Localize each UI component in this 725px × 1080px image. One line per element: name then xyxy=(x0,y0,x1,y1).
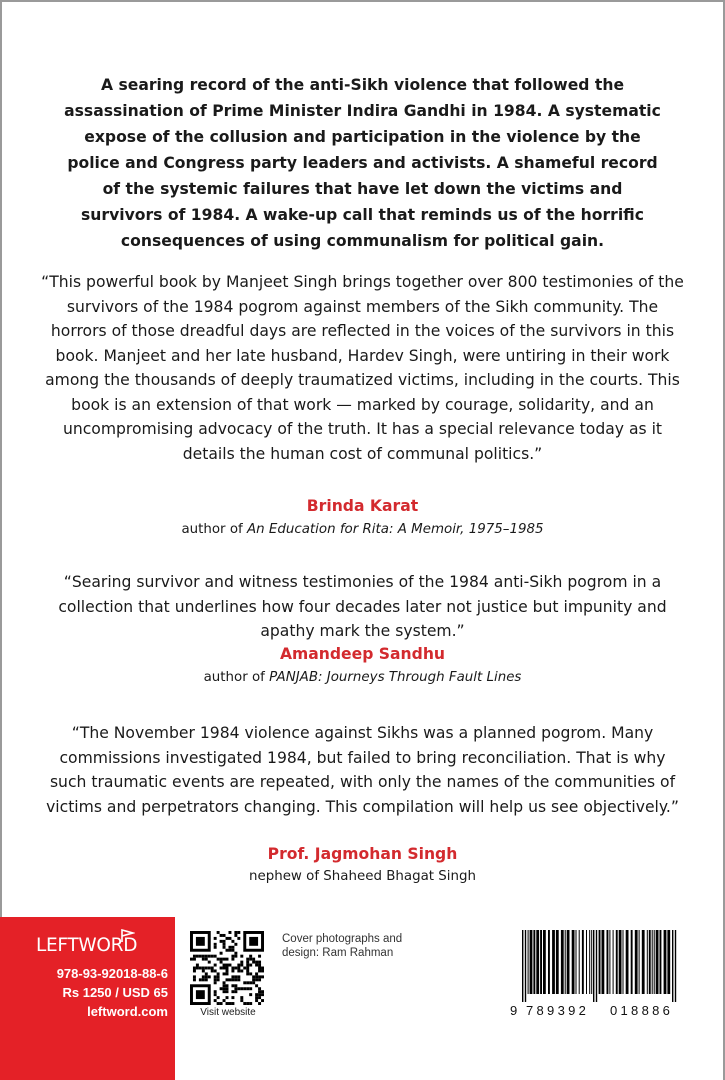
barcode-graphic xyxy=(510,930,690,1002)
logo-flag-icon xyxy=(120,929,135,943)
quote-author-karat: Brinda Karat xyxy=(306,497,419,515)
publisher-panel xyxy=(0,917,175,1080)
publisher-logo: LEFTWORD xyxy=(36,935,138,956)
quote-author-singh: Prof. Jagmohan Singh xyxy=(267,845,458,863)
barcode-group-2: 018886 xyxy=(610,1003,674,1018)
barcode-icon xyxy=(510,930,690,1010)
website-text: leftword.com xyxy=(87,1004,168,1019)
blurb-text: A searing record of the anti-Sikh violence that followed the assassination of Prime Minister Indira Gandhi in 1984. A systematic expose of the collusion and participation in the violence by the police and Congress party leaders and activists. A shameful record of the systemic failures that have let down the victims and survivors of 1984. A wake-up call that reminds us of the horrific consequences of using communalism for political gain. xyxy=(64,76,661,250)
price-text: Rs 1250 / USD 65 xyxy=(62,985,168,1000)
quote-sandhu: “Searing survivor and witness testimonies of the 1984 anti-Sikh pogrom in a collection that underlines how four decades later not justice but impunity and apathy mark the system.” xyxy=(58,573,667,640)
credit-prefix: nephew of Shaheed Bhagat Singh xyxy=(248,869,477,884)
quote-credit-singh xyxy=(0,867,725,887)
quote-credit-sandhu xyxy=(0,668,725,688)
cover-credits: Cover photographs and design: Ram Rahman xyxy=(282,933,403,959)
barcode-lead-digit: 9 xyxy=(510,1003,518,1018)
qr-code-icon[interactable] xyxy=(190,931,264,1005)
credit-prefix: author of xyxy=(181,522,247,537)
barcode-group-1: 789392 xyxy=(526,1003,590,1018)
credit-prefix: author of xyxy=(203,670,270,685)
qr-label: Visit website xyxy=(200,1007,256,1018)
frame-top xyxy=(0,0,725,2)
quote-singh: “The November 1984 violence against Sikhs was a planned pogrom. Many commissions investigated 1984, but failed to bring reconciliation. That is why such traumatic events are repeated, with only the names of the communities of victims and perpetrators changing. This compilation will help us see objectively.” xyxy=(46,724,679,816)
isbn-text: 978-93-92018-88-6 xyxy=(56,966,168,981)
quote-author-sandhu: Amandeep Sandhu xyxy=(279,645,446,663)
quote-karat: “This powerful book by Manjeet Singh brings together over 800 testimonies of the survivors of the 1984 pogrom against members of the Sikh community. The horrors of those dreadful days are reflected in the voices of the survivors in this book. Manjeet and her late husband, Hardev Singh, were untiring in their work among the thousands of deeply traumatized victims, including in the courts. This book is an extension of that work — marked by courage, solidarity, and an uncompromising advocacy of the truth. It has a special relevance today as it details the human cost of communal politics.” xyxy=(41,273,684,463)
quote-credit-karat xyxy=(0,520,725,540)
credit-book-title: An Education for Rita: A Memoir, 1975–1985 xyxy=(247,522,544,537)
qr-code-graphic xyxy=(190,931,264,1005)
credit-book-title: PANJAB: Journeys Through Fault Lines xyxy=(269,670,522,685)
